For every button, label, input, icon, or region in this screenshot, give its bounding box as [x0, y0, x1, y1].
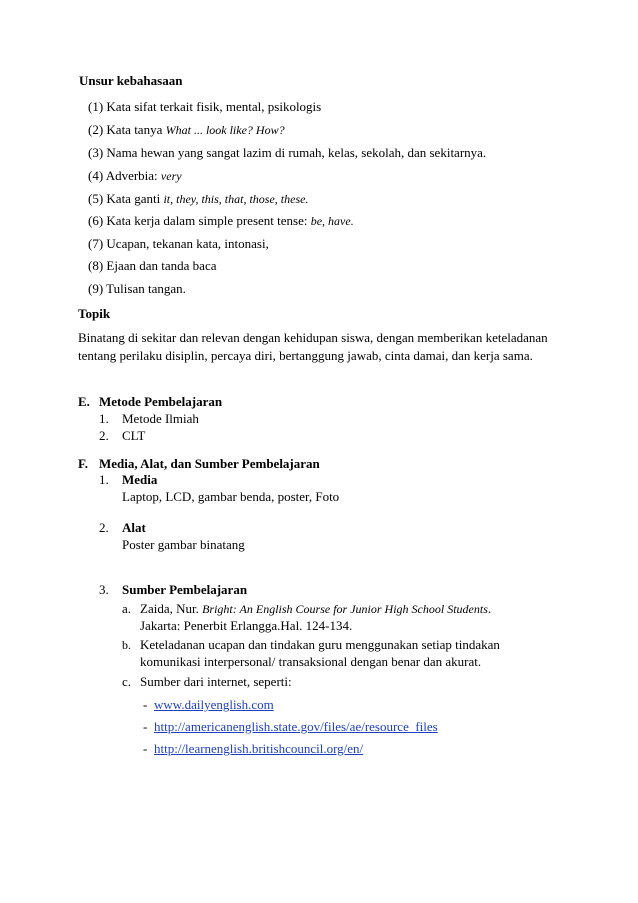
section-f-title: Media, Alat, dan Sumber Pembelajaran [99, 456, 320, 471]
link-britishcouncil[interactable]: http://learnenglish.britishcouncil.org/en/ [154, 741, 364, 756]
unsur-item-2: (2) Kata tanya What ... look like? How? [88, 122, 285, 137]
section-e-num-2: 2. [99, 428, 109, 443]
sumber-c-text: Sumber dari internet, seperti: [140, 674, 292, 689]
section-e-num-1: 1. [99, 411, 109, 426]
sumber-a-line2: Jakarta: Penerbit Erlangga.Hal. 124-134. [140, 618, 353, 633]
sumber-num: 3. [99, 582, 109, 597]
sumber-a-text: Zaida, Nur. Bright: An English Course for Junior High School Students. [140, 601, 492, 616]
unsur-item-9: (9) Tulisan tangan. [88, 281, 186, 296]
topik-body: Binatang di sekitar dan relevan dengan kehidupan siswa, dengan memberikan keteladanan tentang perilaku disiplin, percaya diri, bertanggung jawab, cinta damai, dan kerja sama. [78, 330, 548, 363]
unsur-item-5: (5) Kata ganti it, they, this, that, those, these. [88, 191, 309, 206]
section-e-item-1: Metode Ilmiah [122, 411, 199, 426]
unsur-item-7: (7) Ucapan, tekanan kata, intonasi, [88, 236, 269, 251]
sumber-b-line2: komunikasi interpersonal/ transaksional dengan benar dan akurat. [140, 654, 482, 669]
section-e-marker: E. [78, 394, 90, 409]
alat-text: Poster gambar binatang [122, 537, 245, 552]
unsur-item-6: (6) Kata kerja dalam simple present tense: be, have. [88, 213, 354, 228]
unsur-item-1: (1) Kata sifat terkait fisik, mental, psikologis [88, 99, 322, 114]
media-title: Media [122, 472, 158, 487]
topik-heading: Topik [78, 306, 111, 321]
section-e-item-2: CLT [122, 428, 146, 443]
sumber-b-letter: b. [122, 638, 131, 652]
link-dailyenglish[interactable]: www.dailyenglish.com [154, 697, 274, 712]
link-americanenglish[interactable]: http://americanenglish.state.gov/files/ae/resource_files [154, 719, 438, 734]
unsur-item-4: (4) Adverbia: very [88, 168, 182, 183]
sumber-title: Sumber Pembelajaran [122, 582, 248, 597]
link-dash-2: - [143, 719, 148, 734]
alat-num: 2. [99, 520, 109, 535]
sumber-c-letter: c. [122, 674, 132, 689]
link-dash-3: - [143, 741, 148, 756]
section-f-marker: F. [78, 456, 88, 471]
media-num: 1. [99, 472, 109, 487]
link-dash-1: - [143, 697, 148, 712]
section-e-title: Metode Pembelajaran [99, 394, 223, 409]
alat-title: Alat [122, 520, 146, 535]
media-text: Laptop, LCD, gambar benda, poster, Foto [122, 489, 340, 504]
unsur-item-3: (3) Nama hewan yang sangat lazim di rumah, kelas, sekolah, dan sekitarnya. [88, 145, 487, 160]
unsur-heading: Unsur kebahasaan [79, 73, 183, 88]
sumber-a-letter: a. [122, 601, 132, 616]
unsur-item-8: (8) Ejaan dan tanda baca [88, 258, 217, 273]
sumber-b-line1: Keteladanan ucapan dan tindakan guru menggunakan setiap tindakan [140, 637, 500, 652]
